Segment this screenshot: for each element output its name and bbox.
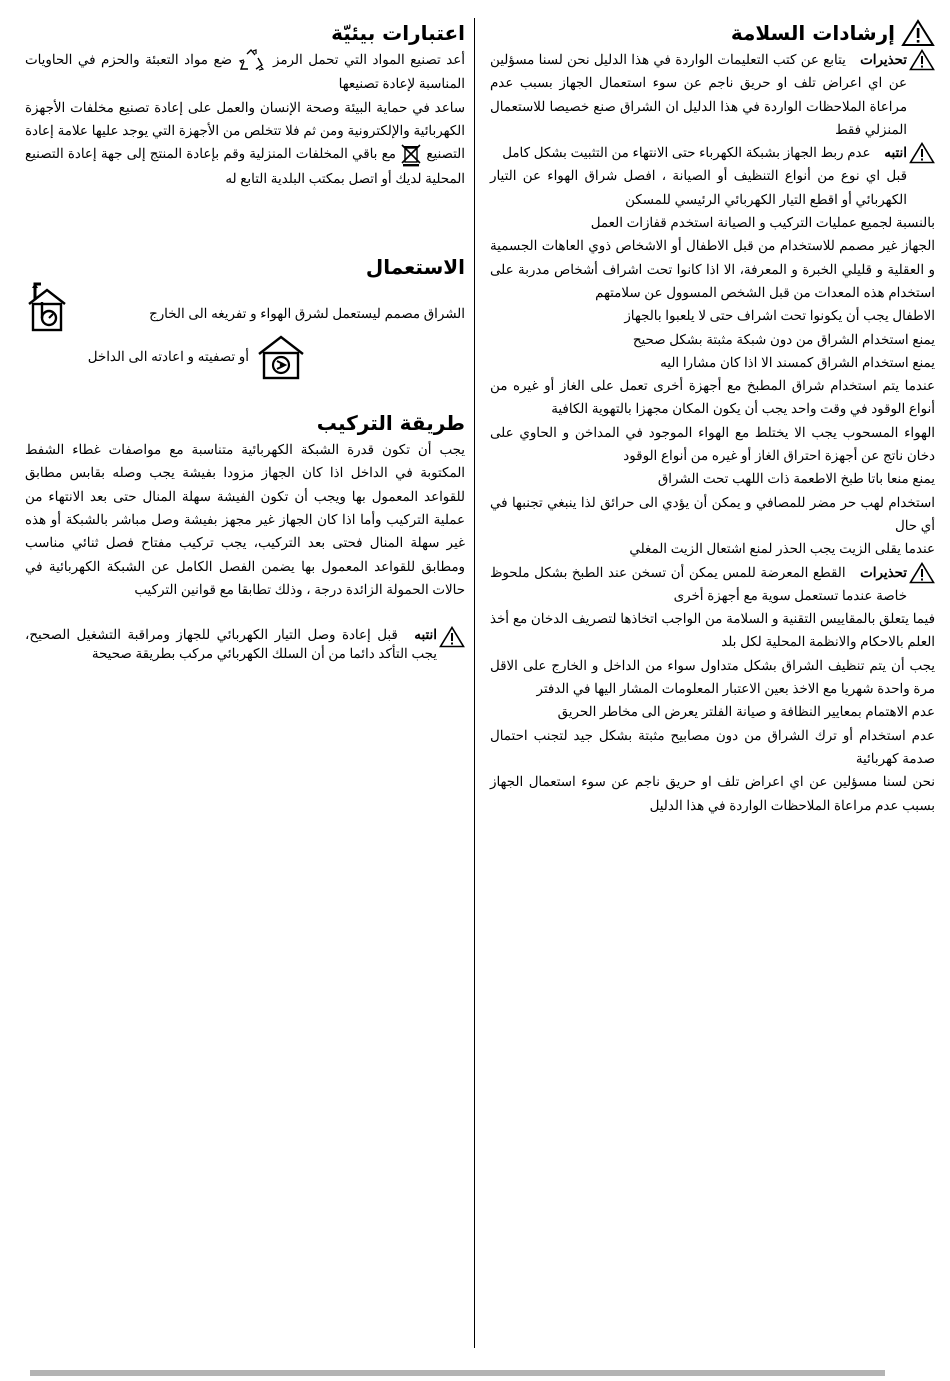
environment-paragraph — [25, 48, 465, 96]
usage-text-2: أو تصفيته و اعادته الى الداخل — [87, 349, 249, 365]
safety-column — [490, 18, 935, 817]
attention-keyword: انتبه — [414, 627, 437, 643]
safety-paragraph: الهواء المسحوب يجب الا يختلط مع الهواء الموجود في المداخن و الحاوي على دخان ناتج عن أجهزة احتراق الغاز أو غيره من أنواع الوقود — [490, 424, 935, 464]
safety-paragraph: يمنع استخدام الشراق من دون شبكة مثبتة بشكل صحيح — [632, 331, 935, 347]
warning-triangle-icon — [909, 142, 935, 164]
column-divider — [474, 18, 475, 1348]
safety-paragraph: بالنسبة لجميع عمليات التركيب و الصيانة استخدم قفازات العمل — [590, 215, 935, 231]
usage-text-1: الشراق مصمم ليستعمل لشرق الهواء و تفريغه الى الخارج — [149, 306, 465, 322]
safety-paragraph: استخدام لهب حر مضر للمصافي و يمكن أن يؤدي الى حرائق لذا ينبغي تجنبها في أي حال — [490, 494, 935, 533]
installation-text: يجب أن تكون قدرة الشبكة الكهربائية متناسبة مع مواصفات غطاء الشفط المكتوبة في الداخل اذا كان الجهاز مزودا بفيشة يجب وصله بقابس مطابق للقواعد المعمول بها ويجب أن تكون الفيشة سهلة المنال حتى بعد الانتهاء من عملية التركيب وأما اذا كان الجهاز غير مجهز بفيشة وصل مباشر بالشبكة أو هذه غير سهلة المنال فحتى بعد التركيب، يجب تركيب مفتاح فصل ثنائي مناسب ومطابق للقواعد المعمول بها يضمن الفصل الكامل عن الشبكة الكهربائية في حالات الحمولة الزائدة درجة ، وذلك تطابقا مع قوانين التركيب — [25, 442, 465, 597]
safety-paragraph: الجهاز غير مصمم للاستخدام من قبل الاطفال أو الاشخاص ذوي العاهات الجسمية و العقلية و قليلي الخبرة و المعرفة، الا اذا كانوا تحت اشراف أشخاص مدربة على استخدام هذه المعدات من قبل الشخص المسوول عن سلامتهم — [490, 238, 935, 300]
safety-paragraph: يمنع منعا باتا طبخ الاطعمة ذات اللهب تحت الشراق — [657, 471, 935, 487]
safety-paragraph: يجب أن يتم تنظيف الشراق بشكل متداول سواء من الداخل و الخارج على الاقل مرة واحدة شهريا مع الاخذ بعين الاعتبار المعلومات المشار اليها في الدفتر — [490, 657, 935, 697]
warning-triangle-icon — [439, 626, 465, 648]
house-recirculation-icon — [257, 334, 305, 380]
usage-recirculation-row — [25, 334, 305, 380]
warning-text: القطع المعرضة للمس يمكن أن تسخن عند الطبخ بشكل ملحوظ خاصة عندما تستعمل سوية مع أجهزة أخرى — [490, 564, 907, 603]
safety-attention — [490, 141, 935, 211]
warning-triangle-icon — [909, 49, 935, 71]
house-extraction-icon — [25, 282, 69, 334]
attention-keyword: انتبه — [884, 145, 907, 161]
safety-paragraph: عدم الاهتمام بمعايير النظافة و صيانة الفلتر يعرض الى مخاطر الحريق — [557, 704, 935, 720]
safety-paragraph: نحن لسنا مسؤلين عن اي اعراض تلف او حريق ناجم عن سوء استعمال الجهاز بسبب عدم مراعاة الملاحظات الواردة في هذا الدليل — [490, 774, 935, 813]
environment-text: ضع مواد التعبئة والحزم في الحاويات المناسبة لإعادة تصنيعها — [25, 52, 465, 92]
safety-paragraph: يمنع استخدام الشراق كمسند الا اذا كان مشارا اليه — [660, 354, 935, 370]
warning-triangle-icon — [901, 19, 935, 47]
installation-attention-text: قبل إعادة وصل التيار الكهربائي للجهاز ومراقبة التشغيل الصحيح، يجب التأكد دائما من أن السلك الكهربائي مركب بطريقة صحيحة — [25, 627, 437, 662]
safety-warning-2 — [490, 561, 935, 608]
safety-paragraph: عندما يقلى الزيت يجب الحذر لمنع اشتعال الزيت المغلي — [629, 541, 935, 557]
safety-paragraph: عدم استخدام أو ترك الشراق من دون مصابيح مثبتة بشكل جيد لتجنب احتمال صدمة كهربائية — [490, 727, 935, 766]
installation-title: طريقة التركيب — [316, 411, 465, 436]
warning-text: يتابع عن كتب التعليمات الواردة في هذا الدليل نحن لسنا مسؤلين عن اي اعراض تلف او حريق ناجم عن سوء استعمال الجهاز بسبب عدم مراعاة الملاحظات الواردة في هذا الدليل ان الشراق صنع خصيصا للاستعمال المنزلي فقط — [490, 52, 907, 137]
safety-paragraph: الاطفال يجب أن يكونوا تحت اشراف حتى لا يلعبوا بالجهاز — [624, 308, 935, 324]
installation-attention — [25, 625, 465, 663]
safety-warning — [490, 48, 935, 141]
warning-triangle-icon — [909, 562, 935, 584]
attention-text-2: قبل اي نوع من أنواع التنظيف أو الصيانة ، افصل شراق الهواء عن التيار الكهربائي أو اقطع التيار الكهربائي الرئيسي للمسكن — [490, 168, 907, 207]
crossed-bin-icon — [400, 143, 422, 167]
safety-paragraph: فيما يتعلق بالمقاييس التقنية و السلامة من الواجب اتخاذها لتصريف الدخان مع أخذ العلم بالاحكام والانظمة المحلية لكل بلد — [490, 611, 935, 650]
warning-keyword: تحذيرات — [860, 564, 908, 580]
safety-paragraph: عندما يتم استخدام شراق المطبخ مع أجهزة أخرى تعمل على الغاز أو غيره من أنواع الوقود في وقت واحد يجب أن يكون المكان مجهزا بالتهوية الكافية — [490, 378, 935, 417]
environment-text: ساعد في حماية البيئة وصحة الإنسان والعمل على إعادة تصنيع مخلفات الأجهزة الكهربائية والإلكترونية ومن ثم فلا تتخلص من الأجهزة التي يوجد عليها علامة إعادة التصنيع — [25, 99, 465, 162]
environment-heading — [25, 18, 465, 48]
environment-text: أعد تصنيع المواد التي تحمل الرمز — [272, 52, 465, 67]
safety-title: إرشادات السلامة — [730, 21, 895, 45]
environment-title: اعتبارات بيئيّة — [331, 21, 465, 45]
usage-heading — [25, 252, 465, 282]
environment-paragraph — [25, 96, 465, 190]
footer-bar — [30, 1370, 885, 1376]
installation-heading — [25, 408, 465, 438]
warning-keyword: تحذيرات — [860, 52, 907, 67]
safety-heading — [490, 18, 935, 48]
attention-text-1: عدم ربط الجهاز بشبكة الكهرباء حتى الانتهاء من التثبيت بشكل كامل — [502, 145, 871, 161]
usage-title: الاستعمال — [365, 255, 465, 280]
usage-extraction-row — [25, 282, 465, 334]
info-column — [25, 18, 465, 663]
environment-text: مع باقي المخلفات المنزلية وقم بإعادة المنتج إلى جهة إعادة التصنيع المحلية لديك أو اتصل بمكتب البلدية التابع له — [25, 146, 465, 186]
recycle-icon — [237, 48, 267, 72]
